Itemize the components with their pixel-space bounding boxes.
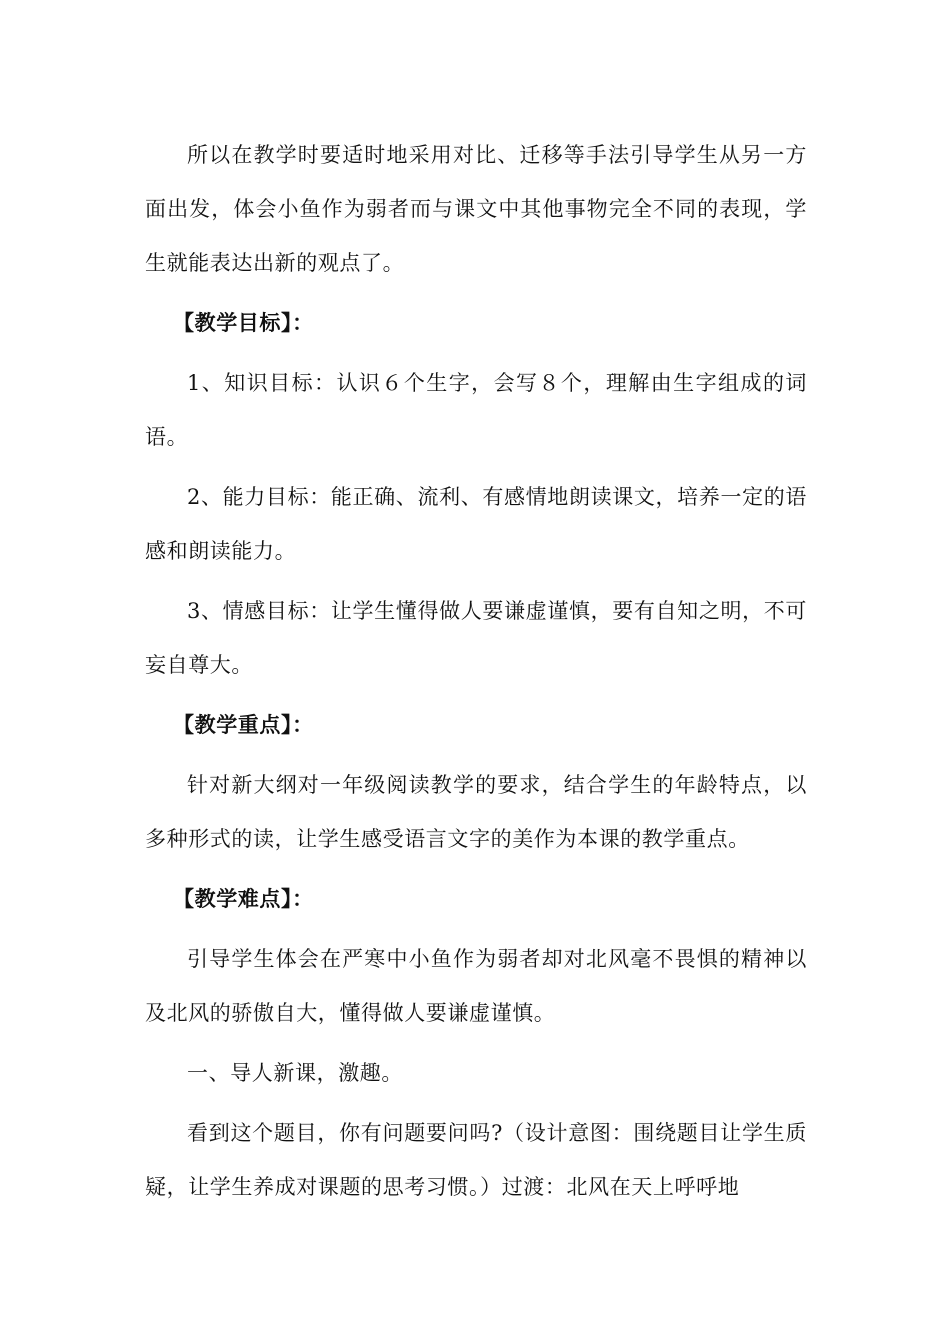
document-body <box>145 128 807 1214</box>
difficulty-heading: 【教学难点】： <box>173 886 314 911</box>
key-points-paragraph: 针对新大纲对一年级阅读教学的要求，结合学生的年龄特点，以多种形式的读，让学生感受语言文字的美作为本课的教学重点。 <box>145 773 807 851</box>
intro-paragraph: 所以在教学时要适时地采用对比、迁移等手法引导学生从另一方面出发，体会小鱼作为弱者而与课文中其他事物完全不同的表现，学生就能表达出新的观点了。 <box>145 143 807 275</box>
goal-3-paragraph: 3、情感目标：让学生懂得做人要谦虚谨慎，要有自知之明，不可妄自尊大。 <box>145 599 807 677</box>
section-1-title: 一、导人新课，激趣。 <box>187 1061 403 1085</box>
goal-2-paragraph: 2、能力目标：能正确、流利、有感情地朗读课文，培养一定的语感和朗读能力。 <box>145 485 807 563</box>
key-points-heading: 【教学重点】： <box>173 712 314 737</box>
goal-1-paragraph: 1、知识目标：认识６个生字，会写８个，理解由生字组成的词语。 <box>145 371 807 449</box>
difficulty-paragraph: 引导学生体会在严寒中小鱼作为弱者却对北风毫不畏惧的精神以及北风的骄傲自大，懂得做人要谦虚谨慎。 <box>145 947 807 1025</box>
section-1-paragraph: 看到这个题目，你有问题要问吗?（设计意图：围绕题目让学生质疑，让学生养成对课题的思考习惯。）过渡：北风在天上呼呼地 <box>145 1121 807 1199</box>
goals-heading: 【教学目标】： <box>173 310 314 335</box>
